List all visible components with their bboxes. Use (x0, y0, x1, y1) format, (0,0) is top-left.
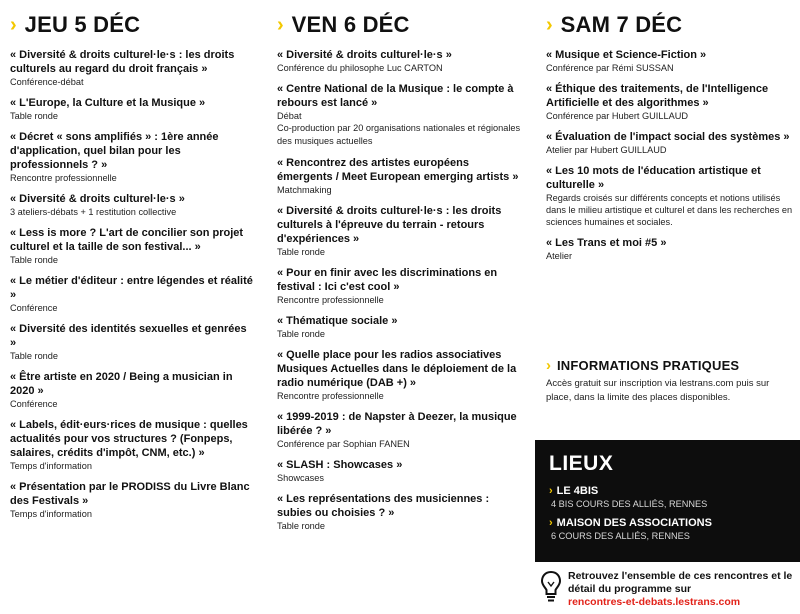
event-type: Atelier par Hubert GUILLAUD (546, 145, 667, 155)
event-title: « Quelle place pour les radios associatives Musiques Actuelles dans le déploiement de la radio numérique (DAB +) » (277, 349, 517, 389)
event-title: « Diversité & droits culturel·le·s » (10, 193, 185, 205)
chevron-right-icon: › (549, 485, 553, 497)
event-item (10, 96, 255, 122)
event-title: « Labels, édit·eurs·rices de musique : quelles actualités pour vos structures ? (Fonpeps, salaires, crédits d'impôt, CNM, etc.) » (10, 419, 248, 459)
event-item (10, 274, 255, 314)
event-item (10, 322, 255, 362)
event-extra: Co-production par 20 organisations nationales et régionales des musiques actuelles (277, 123, 521, 146)
event-title: « Diversité & droits culturel·le·s » (277, 49, 452, 61)
event-type: Débat (277, 111, 302, 121)
day-title: SAM 7 DÉC (560, 12, 683, 37)
event-title: « Diversité & droits culturel·le·s : les droits culturels au regard du droit français » (10, 49, 235, 75)
venue-item (549, 516, 786, 543)
venue-address: 6 COURS DES ALLIÉS, RENNES (551, 531, 690, 541)
day-column-thu (10, 8, 255, 528)
event-type: Rencontre professionnelle (277, 391, 384, 401)
day-title: VEN 6 DÉC (291, 12, 410, 37)
chevron-right-icon: › (10, 14, 17, 36)
footer-text (568, 570, 798, 609)
event-item (10, 370, 255, 410)
lightbulb-icon (540, 570, 562, 604)
day-column-sat (546, 8, 794, 270)
event-type: Rencontre professionnelle (10, 173, 117, 183)
event-item (546, 164, 794, 228)
event-title: « Centre National de la Musique : le compte à rebours est lancé » (277, 83, 514, 109)
event-item (277, 492, 525, 532)
event-type: Matchmaking (277, 185, 332, 195)
chevron-right-icon: › (546, 14, 553, 36)
event-type: Conférence par Hubert GUILLAUD (546, 111, 688, 121)
event-title: « Musique et Science-Fiction » (546, 49, 707, 61)
event-title: « Décret « sons amplifiés » : 1ère année d'application, quel bilan pour les professionnels ? » (10, 131, 219, 171)
event-item (277, 82, 525, 148)
chevron-right-icon: › (546, 357, 551, 374)
event-type: Conférence du philosophe Luc CARTON (277, 63, 443, 73)
event-title: « L'Europe, la Culture et la Musique » (10, 97, 206, 109)
event-type: Table ronde (10, 255, 59, 265)
event-type: 3 ateliers-débats + 1 restitution collective (10, 207, 177, 217)
event-title: « Less is more ? L'art de concilier son projet culturel et la taille de son festival... » (10, 227, 244, 253)
event-item (10, 48, 255, 88)
day-column-fri (277, 8, 525, 540)
event-type: Conférence par Sophian FANEN (277, 439, 410, 449)
venue-name: MAISON DES ASSOCIATIONS (556, 517, 712, 529)
info-section (546, 358, 786, 405)
venue-name: LE 4BIS (556, 485, 599, 497)
event-item (10, 130, 255, 184)
event-item (277, 266, 525, 306)
venues-panel (535, 440, 800, 562)
event-type: Table ronde (10, 351, 59, 361)
day-title: JEU 5 DÉC (24, 12, 141, 37)
event-item (277, 314, 525, 340)
info-header (546, 358, 786, 373)
event-title: « Diversité des identités sexuelles et genrées » (10, 323, 247, 349)
event-type: Table ronde (277, 247, 326, 257)
event-item (277, 348, 525, 402)
venue-address: 4 BIS COURS DES ALLIÉS, RENNES (551, 499, 708, 509)
day-header (10, 8, 255, 42)
event-type: Conférence (10, 303, 58, 313)
chevron-right-icon: › (549, 517, 553, 529)
chevron-right-icon: › (277, 14, 284, 36)
event-item (10, 418, 255, 472)
event-title: « 1999-2019 : de Napster à Deezer, la musique libérée ? » (277, 411, 517, 437)
event-item (546, 48, 794, 74)
event-item (10, 480, 255, 520)
event-title: « Présentation par le PRODISS du Livre Blanc des Festivals » (10, 481, 250, 507)
day-header (546, 8, 794, 42)
info-text: Accès gratuit sur inscription via lestrans.com puis sur place, dans la limite des places disponibles. (546, 378, 770, 403)
event-type: Conférence par Rémi SUSSAN (546, 63, 674, 73)
event-title: « Éthique des traitements, de l'Intelligence Artificielle et des algorithmes » (546, 83, 769, 109)
event-type: Table ronde (10, 111, 59, 121)
venue-item (549, 484, 786, 511)
event-title: « Le métier d'éditeur : entre légendes et réalité » (10, 275, 253, 301)
event-item (277, 48, 525, 74)
event-item (546, 130, 794, 156)
event-type: Temps d'information (10, 509, 92, 519)
event-title: « Rencontrez des artistes européens émergents / Meet European emerging artists » (277, 157, 519, 183)
event-title: « Être artiste en 2020 / Being a musician in 2020 » (10, 371, 233, 397)
event-type: Temps d'information (10, 461, 92, 471)
event-type: Table ronde (277, 521, 326, 531)
footer-message: Retrouvez l'ensemble de ces rencontres et le détail du programme sur (568, 570, 793, 595)
event-title: « Les 10 mots de l'éducation artistique et culturelle » (546, 165, 761, 191)
event-type: Table ronde (277, 329, 326, 339)
event-type: Conférence (10, 399, 58, 409)
event-title: « Diversité & droits culturel·le·s : les droits culturels à l'épreuve du terrain - retours d'expériences » (277, 205, 502, 245)
event-item (10, 192, 255, 218)
event-item (277, 410, 525, 450)
event-title: « SLASH : Showcases » (277, 459, 403, 471)
event-type: Conférence-débat (10, 77, 84, 87)
event-title: « Les représentations des musiciennes : subies ou choisies ? » (277, 493, 490, 519)
event-item (546, 236, 794, 262)
event-type: Rencontre professionnelle (277, 295, 384, 305)
venues-title: LIEUX (549, 452, 614, 475)
event-item (277, 156, 525, 196)
event-item (277, 458, 525, 484)
program-link[interactable]: rencontres-et-debats.lestrans.com (568, 596, 741, 608)
footer (540, 570, 798, 609)
event-type: Showcases (277, 473, 324, 483)
event-title: « Évaluation de l'impact social des systèmes » (546, 131, 790, 143)
info-title: INFORMATIONS PRATIQUES (557, 358, 740, 373)
event-item (10, 226, 255, 266)
day-header (277, 8, 525, 42)
event-type: Atelier (546, 251, 573, 261)
event-title: « Thématique sociale » (277, 315, 398, 327)
event-item (546, 82, 794, 122)
event-title: « Les Trans et moi #5 » (546, 237, 667, 249)
event-type: Regards croisés sur différents concepts et notions utilisés dans le milieu artistique et culturel et dans les recherches en sciences humaines et sociales. (546, 193, 793, 227)
event-item (277, 204, 525, 258)
event-title: « Pour en finir avec les discriminations en festival : Ici c'est cool » (277, 267, 498, 293)
